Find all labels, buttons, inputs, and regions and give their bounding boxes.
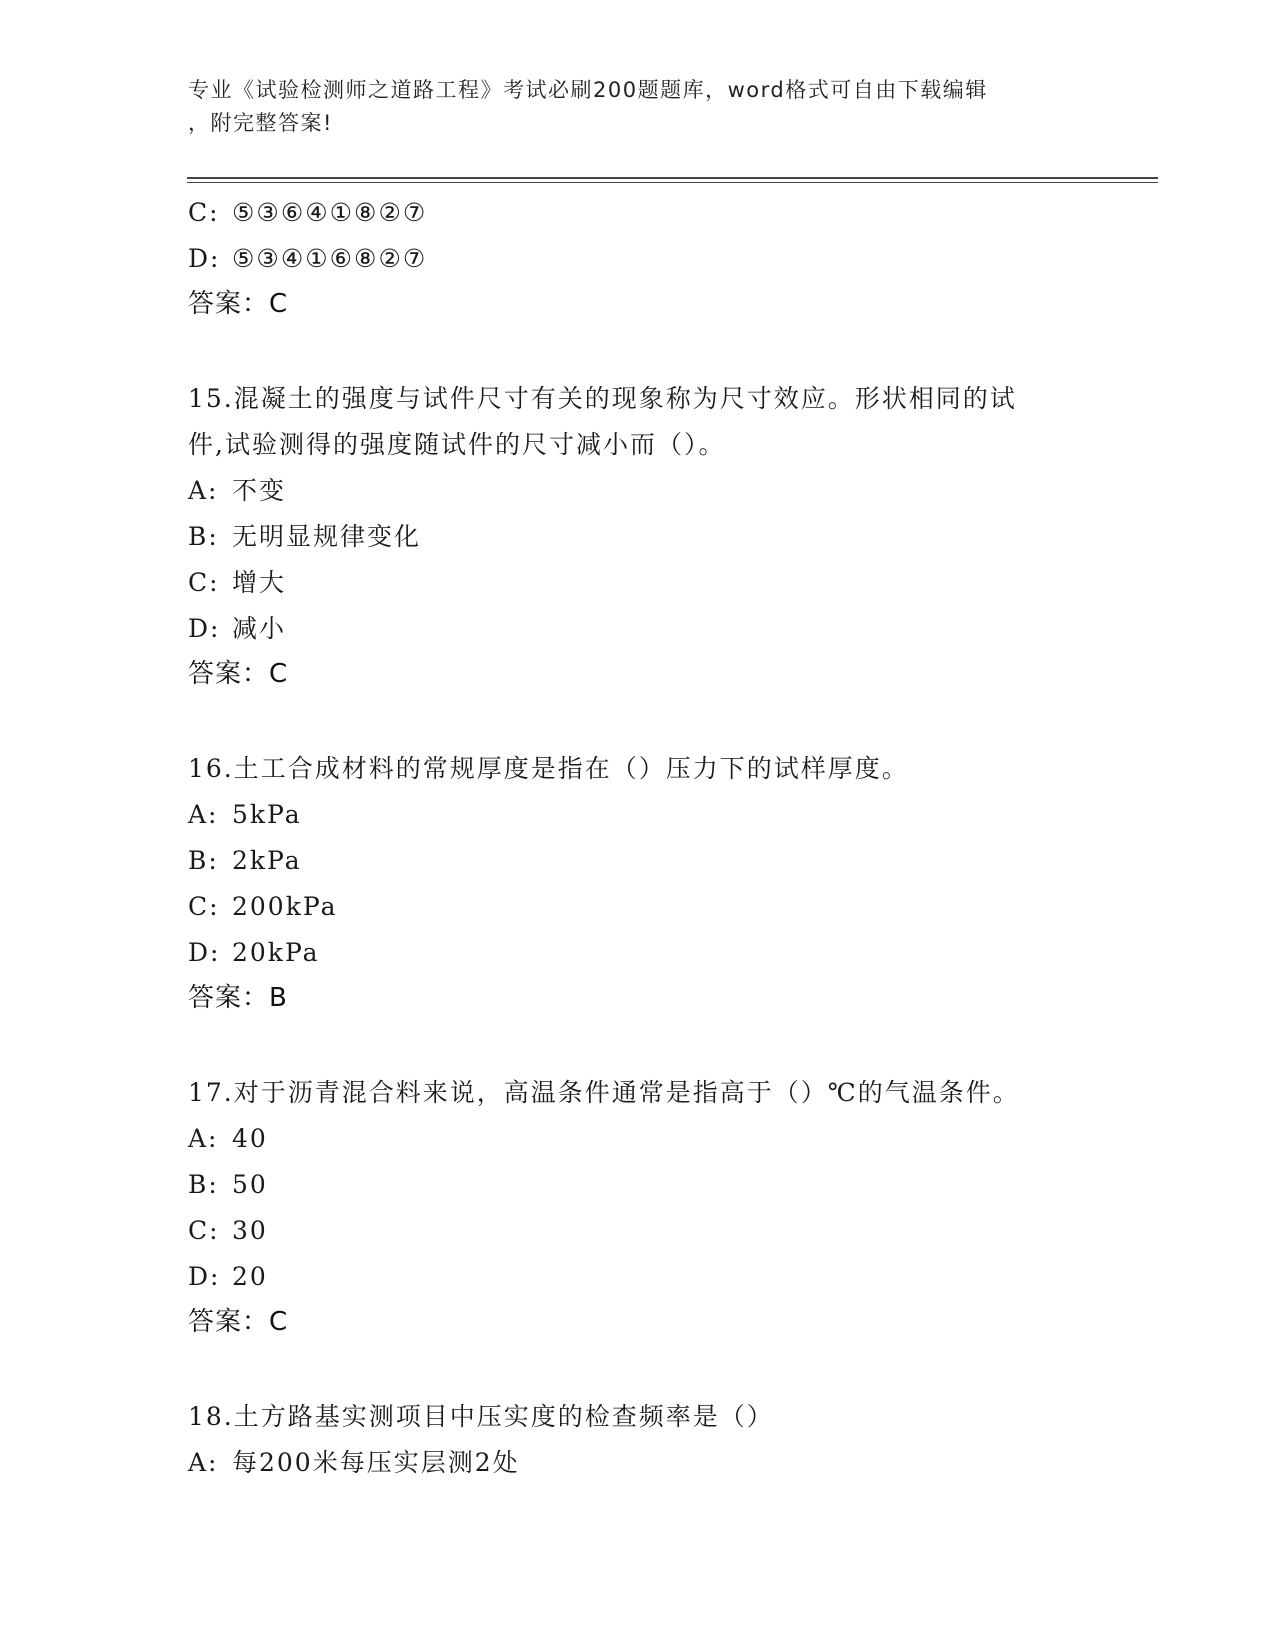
option-d (188, 930, 1128, 976)
answer-line: 答案：B (188, 983, 288, 1013)
option-letter: B: (188, 846, 219, 875)
question-stem-line-1: 18.土方路基实测项目中压实度的检查频率是（） (188, 1402, 774, 1431)
option-text: 20 (232, 1262, 268, 1291)
header-title-line-1: 专业《试验检测师之道路工程》考试必刷200题题库，word格式可自由下载编辑 (188, 78, 988, 102)
answer-line: 答案：C (188, 1307, 289, 1337)
option-letter: C: (188, 1216, 220, 1245)
question-stem-line-1: 16.土工合成材料的常规厚度是指在（）压力下的试样厚度。 (188, 754, 909, 783)
option-text: 每200米每压实层测2处 (232, 1448, 520, 1477)
option-letter: B: (188, 1170, 219, 1199)
option-text: 不变 (232, 476, 287, 505)
question-stem-line-1: 15.混凝土的强度与试件尺寸有关的现象称为尺寸效应。形状相同的试 (188, 384, 1017, 413)
option-letter: D: (188, 614, 221, 643)
option-a (188, 1440, 1128, 1486)
question-stem-line-2: 件,试验测得的强度随试件的尺寸减小而（）。 (188, 430, 726, 459)
header-divider-thick (187, 177, 1158, 179)
option-letter: C: (188, 568, 220, 597)
option-b (188, 1162, 1128, 1208)
option-text: 40 (232, 1124, 268, 1153)
option-letter: B: (188, 522, 219, 551)
option-text: 增大 (232, 568, 287, 597)
option-text: 2kPa (232, 846, 302, 875)
spacer (188, 696, 1128, 746)
option-text: 50 (232, 1170, 268, 1199)
option-a (188, 1116, 1128, 1162)
question-15 (188, 376, 1128, 696)
question-list (188, 190, 1128, 1486)
option-a (188, 468, 1128, 514)
option-b (188, 838, 1128, 884)
option-text: 20kPa (232, 938, 320, 967)
page-header (188, 74, 1078, 140)
option-d (188, 606, 1128, 652)
header-title-line-2: ，附完整答案! (188, 111, 333, 135)
option-d (188, 1254, 1128, 1300)
option-text: 200kPa (232, 892, 338, 921)
spacer (188, 326, 1128, 376)
option-letter: A: (188, 1124, 219, 1153)
option-text: 无明显规律变化 (232, 522, 422, 551)
option-letter: C: (188, 198, 220, 227)
question-18 (188, 1394, 1128, 1486)
answer-line: 答案：C (188, 289, 289, 319)
option-c (188, 560, 1128, 606)
option-text: 减小 (232, 614, 287, 643)
option-c (188, 1208, 1128, 1254)
header-divider-thin (187, 182, 1158, 183)
option-d (188, 236, 1128, 282)
option-letter: D: (188, 244, 221, 273)
option-text: ⑤③④①⑥⑧②⑦ (232, 244, 428, 273)
option-letter: A: (188, 476, 219, 505)
option-b (188, 514, 1128, 560)
option-letter: D: (188, 1262, 221, 1291)
question-17 (188, 1070, 1128, 1344)
spacer (188, 1344, 1128, 1394)
option-letter: A: (188, 800, 219, 829)
option-a (188, 792, 1128, 838)
option-text: ⑤③⑥④①⑧②⑦ (232, 198, 428, 227)
option-c (188, 190, 1128, 236)
answer-line: 答案：C (188, 659, 289, 689)
question-14-continuation (188, 190, 1128, 326)
spacer (188, 1020, 1128, 1070)
option-c (188, 884, 1128, 930)
option-text: 30 (232, 1216, 268, 1245)
question-stem-line-1: 17.对于沥青混合料来说，高温条件通常是指高于（）℃的气温条件。 (188, 1078, 1020, 1107)
question-16 (188, 746, 1128, 1020)
option-letter: C: (188, 892, 220, 921)
option-letter: A: (188, 1448, 219, 1477)
option-text: 5kPa (232, 800, 302, 829)
option-letter: D: (188, 938, 221, 967)
